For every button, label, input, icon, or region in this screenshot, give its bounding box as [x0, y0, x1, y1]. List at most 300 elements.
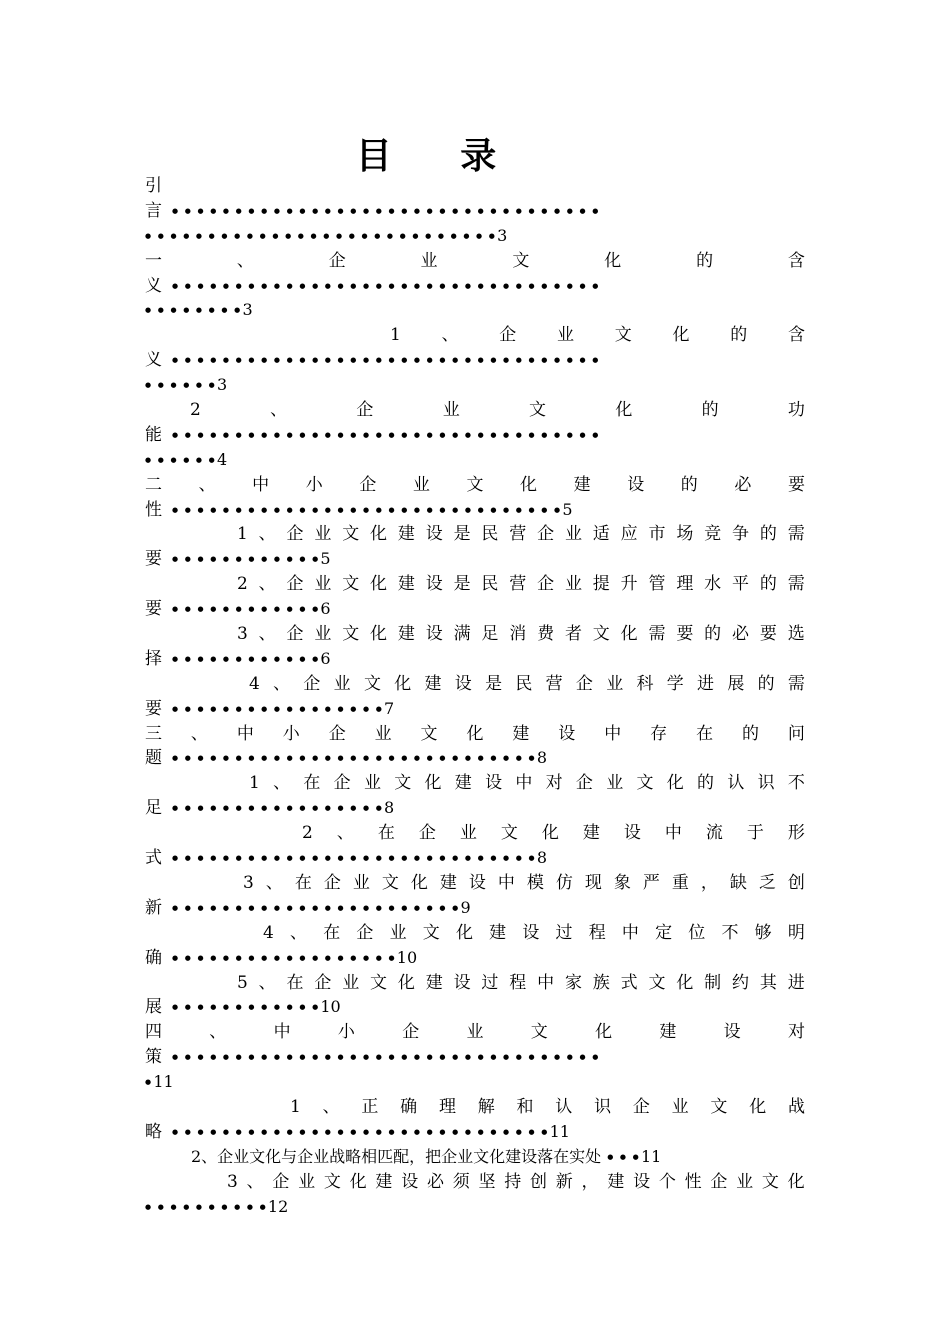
toc-heading-char: 中 — [664, 823, 682, 844]
toc-heading-char: 和 — [516, 1096, 534, 1117]
toc-page-number: 5 — [320, 549, 331, 569]
toc-heading-char: 5 — [237, 972, 248, 993]
toc-entry[interactable] — [145, 771, 805, 821]
toc-heading-char: 理 — [676, 574, 694, 595]
toc-heading-char: 小 — [305, 474, 323, 495]
toc-heading-char: 约 — [732, 972, 750, 993]
toc-heading-char: 小 — [337, 1022, 355, 1043]
toc-heading-char: 、 — [258, 972, 276, 993]
toc-heading-char: 文 — [323, 1171, 341, 1192]
toc-heading-char: 新 — [555, 1171, 573, 1192]
toc-heading-char: 够 — [754, 922, 772, 943]
toc-heading-char: 化 — [666, 773, 684, 794]
toc-heading-char: 1 — [237, 524, 248, 545]
toc-heading-char: 的 — [701, 400, 719, 421]
toc-leader-dots: ● ● ● ● ● ● ● ● — [145, 306, 243, 315]
toc-heading-char: 需 — [787, 574, 805, 595]
table-of-contents — [145, 174, 805, 1219]
toc-heading-char: 文 — [500, 823, 518, 844]
toc-page-number: 10 — [320, 997, 341, 1017]
toc-heading-char: 是 — [453, 524, 471, 545]
toc-heading-char: 建 — [582, 823, 600, 844]
toc-heading-char: 含 — [787, 250, 805, 271]
toc-heading-char: 性 — [684, 1171, 702, 1192]
toc-heading-char: 业 — [736, 1171, 754, 1192]
toc-entry[interactable] — [145, 1170, 805, 1220]
toc-heading-char: 业 — [442, 400, 460, 421]
toc-heading-char: 选 — [787, 624, 805, 645]
toc-page-number: 10 — [396, 947, 418, 967]
toc-page-number: 4 — [216, 449, 228, 469]
toc-heading-char: 在 — [286, 972, 304, 993]
toc-leader-dots: ● ● ● ● ● ● ● ● ● ● ● ● ● ● ● ● ● ● ● ● ● ● ● ● ● ● ● ● ● ● ● ● ● ● — [172, 1053, 601, 1062]
toc-heading-char: 设 — [425, 524, 443, 545]
toc-leader-dots: ● ● ● ● ● ● ● ● ● ● ● ● — [172, 605, 321, 614]
toc-heading-text: 2、企业文化与企业战略相匹配，把企业文化建设落在实处 — [191, 1146, 602, 1166]
toc-heading-char: 文 — [761, 1171, 779, 1192]
toc-heading-char: 化 — [394, 673, 412, 694]
toc-heading-char: 仿 — [555, 872, 573, 893]
toc-heading-char: 程 — [509, 972, 527, 993]
toc-heading-char: 一 — [145, 250, 162, 271]
toc-heading-char: ， — [581, 1171, 599, 1192]
toc-line — [145, 871, 805, 896]
toc-heading-char: 建 — [375, 1171, 393, 1192]
toc-heading-char: 识 — [594, 1096, 612, 1117]
toc-heading-char: 企 — [286, 624, 304, 645]
toc-leader-dots: ● ● ● ● ● ● ● ● ● ● ● ● ● ● ● ● ● ● ● ● ● ● ● ● ● ● ● ● ● ● ● ● ● ● — [172, 281, 601, 290]
toc-entry[interactable] — [145, 921, 805, 971]
toc-leader-dots: ● ● ● ● ● ● ● ● ● ● ● ● ● ● ● ● ● ● ● ● ● ● ● ● ● ● ● ● ● ● ● ● ● ● — [172, 356, 601, 365]
toc-heading-char: 创 — [530, 1171, 548, 1192]
toc-heading-char: 功 — [787, 400, 805, 421]
toc-line — [145, 722, 805, 747]
toc-page-number: 11 — [640, 1146, 662, 1166]
toc-heading-char: 中 — [497, 872, 515, 893]
toc-line — [145, 423, 805, 448]
toc-heading-char: 持 — [504, 1171, 522, 1192]
toc-heading-char: 、 — [246, 1171, 264, 1192]
toc-line — [145, 622, 805, 647]
toc-leader-dots: ● ● ● ● ● ● ● ● ● ● ● ● ● ● ● ● ● — [172, 704, 385, 713]
toc-heading-char: 建 — [659, 1022, 677, 1043]
toc-heading-char: 不 — [721, 922, 739, 943]
toc-heading-char: 中 — [621, 922, 639, 943]
toc-heading-char: 的 — [730, 325, 748, 346]
toc-heading-char: 业 — [298, 1171, 316, 1192]
toc-entry[interactable] — [145, 971, 805, 1021]
toc-heading-char: 中 — [236, 723, 254, 744]
toc-heading-char: 文 — [710, 1096, 728, 1117]
toc-heading-char: 创 — [787, 872, 805, 893]
toc-line — [145, 298, 805, 323]
toc-heading-char: 企 — [575, 773, 593, 794]
toc-line — [145, 1095, 805, 1120]
toc-heading-char: 营 — [509, 524, 527, 545]
toc-heading-char: 设 — [627, 474, 645, 495]
toc-line — [145, 249, 805, 274]
toc-heading-char: 文 — [381, 872, 399, 893]
toc-heading-char: 文 — [466, 474, 484, 495]
toc-entry[interactable] — [145, 323, 805, 398]
toc-heading-char: 确 — [400, 1096, 418, 1117]
toc-heading-char: 三 — [145, 723, 162, 744]
toc-heading-char: 性 — [145, 499, 162, 520]
toc-heading-char: 民 — [481, 574, 499, 595]
toc-heading-char: 企 — [303, 673, 321, 694]
toc-heading-char: 化 — [787, 1171, 805, 1192]
toc-heading-char: 过 — [555, 922, 573, 943]
toc-entry[interactable] — [145, 522, 805, 572]
toc-heading-char: 、 — [270, 400, 288, 421]
toc-entry[interactable] — [145, 672, 805, 722]
toc-line — [145, 373, 805, 398]
toc-heading-char: 文 — [370, 972, 388, 993]
toc-line — [145, 199, 805, 224]
toc-heading-char: 含 — [787, 325, 805, 346]
toc-heading-char: 现 — [584, 872, 602, 893]
toc-heading-char: 展 — [145, 997, 162, 1018]
toc-heading-char: 在 — [303, 773, 321, 794]
toc-heading-char: 建 — [425, 972, 443, 993]
toc-heading-char: ， — [700, 872, 718, 893]
toc-heading-char: 设 — [522, 922, 540, 943]
page-title: 目 录 — [355, 136, 525, 177]
toc-heading-char: 企 — [499, 325, 517, 346]
toc-heading-char: 、 — [290, 922, 308, 943]
toc-entry[interactable] — [145, 398, 805, 473]
toc-line — [145, 995, 805, 1020]
toc-line — [145, 174, 805, 199]
toc-heading-char: 业 — [389, 922, 407, 943]
toc-line — [145, 1145, 805, 1170]
toc-heading-char: 文 — [529, 400, 547, 421]
toc-heading-char: 业 — [564, 524, 582, 545]
toc-leader-dots: ● ● ● ● ● ● ● ● ● ● ● ● ● ● ● ● ● ● ● ● ● ● ● ● ● ● ● ● ● ● ● ● ● ● — [172, 430, 601, 439]
toc-heading-char: 新 — [145, 897, 162, 918]
toc-line — [145, 1020, 805, 1045]
toc-heading-char: 建 — [607, 1171, 625, 1192]
toc-heading-char: 解 — [477, 1096, 495, 1117]
toc-heading-char: 需 — [648, 624, 666, 645]
toc-heading-char: 需 — [787, 524, 805, 545]
toc-heading-char: 、 — [258, 624, 276, 645]
toc-heading-char: 设 — [425, 624, 443, 645]
toc-heading-char: 业 — [363, 773, 381, 794]
toc-heading-char: 形 — [787, 823, 805, 844]
toc-heading-char: 在 — [323, 922, 341, 943]
toc-heading-char: 个 — [658, 1171, 676, 1192]
toc-heading-char: 乏 — [758, 872, 776, 893]
toc-entry[interactable] — [145, 622, 805, 672]
toc-heading-char: 策 — [145, 1047, 162, 1068]
toc-heading-char: 中 — [273, 1022, 291, 1043]
toc-line — [145, 771, 805, 796]
toc-heading-char: 战 — [787, 1096, 805, 1117]
toc-heading-char: 化 — [455, 922, 473, 943]
toc-heading-char: 设 — [485, 773, 503, 794]
toc-heading-char: 化 — [615, 400, 633, 421]
toc-heading-char: 化 — [595, 1022, 613, 1043]
toc-heading-char: 化 — [749, 1096, 767, 1117]
toc-heading-char: 对 — [545, 773, 563, 794]
toc-heading-char: 设 — [425, 574, 443, 595]
toc-heading-char: 略 — [145, 1121, 162, 1142]
toc-heading-char: 化 — [672, 325, 690, 346]
toc-heading-char: 足 — [145, 798, 162, 819]
toc-heading-char: 的 — [757, 673, 775, 694]
toc-heading-char: 、 — [258, 574, 276, 595]
toc-heading-char: 争 — [732, 524, 750, 545]
toc-heading-char: 企 — [356, 922, 374, 943]
toc-heading-char: 企 — [418, 823, 436, 844]
toc-heading-char: 、 — [336, 823, 354, 844]
toc-line — [145, 1170, 805, 1195]
toc-heading-char: 企 — [286, 524, 304, 545]
toc-leader-dots: ● ● ● ● ● ● — [145, 455, 217, 464]
toc-heading-char: 企 — [272, 1171, 290, 1192]
toc-heading-char: 要 — [787, 474, 805, 495]
toc-heading-char: 必 — [426, 1171, 444, 1192]
toc-page-number: 11 — [549, 1121, 570, 1141]
toc-heading-char: 3 — [227, 1171, 238, 1192]
toc-heading-char: 必 — [734, 474, 752, 495]
toc-heading-char: 必 — [732, 624, 750, 645]
toc-heading-char: 企 — [359, 474, 377, 495]
toc-heading-char: 市 — [648, 524, 666, 545]
toc-heading-char: 4 — [249, 673, 260, 694]
toc-entry[interactable] — [145, 1020, 805, 1095]
toc-heading-char: 、 — [322, 1096, 340, 1117]
toc-heading-char: 是 — [453, 574, 471, 595]
toc-heading-char: 业 — [606, 773, 624, 794]
toc-heading-char: 认 — [555, 1096, 573, 1117]
toc-heading-char: 家 — [564, 972, 582, 993]
toc-entry[interactable] — [145, 871, 805, 921]
toc-heading-char: 4 — [263, 922, 274, 943]
toc-line — [145, 473, 805, 498]
toc-line — [145, 672, 805, 697]
toc-heading-char: 建 — [573, 474, 591, 495]
toc-heading-char: 化 — [620, 624, 638, 645]
toc-heading-char: 业 — [342, 972, 360, 993]
toc-heading-char: 是 — [485, 673, 503, 694]
toc-heading-char: 设 — [558, 723, 576, 744]
toc-entry[interactable] — [145, 473, 805, 523]
toc-heading-char: 设 — [633, 1171, 651, 1192]
toc-heading-char: 业 — [314, 624, 332, 645]
toc-heading-char: 1 — [290, 1096, 301, 1117]
toc-heading-char: 、 — [273, 673, 291, 694]
toc-page-number: 9 — [460, 897, 471, 917]
toc-heading-char: 业 — [374, 723, 392, 744]
toc-heading-char: 企 — [328, 250, 346, 271]
toc-heading-char: 、 — [236, 250, 254, 271]
toc-heading-char: 中 — [604, 723, 622, 744]
toc-entry[interactable] — [145, 722, 805, 772]
toc-heading-char: 化 — [397, 972, 415, 993]
toc-heading-char: 2 — [237, 574, 248, 595]
toc-page-number: 5 — [562, 499, 573, 519]
toc-heading-char: 进 — [787, 972, 805, 993]
toc-heading-char: 重 — [671, 872, 689, 893]
toc-line — [145, 846, 805, 871]
toc-line — [145, 348, 805, 373]
toc-line — [145, 572, 805, 597]
toc-heading-char: 的 — [696, 250, 714, 271]
toc-heading-char: 文 — [420, 723, 438, 744]
toc-line — [145, 224, 805, 249]
toc-heading-char: 文 — [648, 972, 666, 993]
toc-line — [145, 323, 805, 348]
toc-heading-char: 业 — [606, 673, 624, 694]
toc-heading-char: 理 — [438, 1096, 456, 1117]
toc-entry[interactable] — [145, 249, 805, 324]
toc-entry[interactable] — [145, 572, 805, 622]
toc-heading-char: 要 — [145, 698, 162, 719]
toc-heading-char: 建 — [512, 723, 530, 744]
toc-heading-char: 企 — [356, 400, 374, 421]
toc-heading-char: 不 — [787, 773, 805, 794]
toc-heading-char: 建 — [439, 872, 457, 893]
toc-heading-char: 文 — [342, 524, 360, 545]
toc-heading-char: 民 — [515, 673, 533, 694]
toc-heading-char: 、 — [258, 524, 276, 545]
toc-line — [145, 274, 805, 299]
toc-heading-char: 的 — [759, 524, 777, 545]
toc-heading-char: 能 — [145, 424, 162, 445]
toc-line — [145, 746, 805, 771]
toc-line — [145, 1070, 805, 1095]
toc-heading-char: 明 — [787, 922, 805, 943]
toc-heading-char: 题 — [145, 748, 162, 769]
toc-heading-char: 族 — [592, 972, 610, 993]
toc-heading-char: 式 — [145, 848, 162, 869]
toc-heading-char: 的 — [759, 574, 777, 595]
toc-page-number: 3 — [497, 225, 508, 245]
toc-heading-char: 企 — [537, 574, 555, 595]
toc-heading-char: 中 — [252, 474, 270, 495]
toc-heading-char: 定 — [655, 922, 673, 943]
toc-heading-char: 提 — [592, 574, 610, 595]
toc-leader-dots: ● — [145, 1078, 154, 1087]
toc-heading-char: 确 — [145, 947, 162, 968]
toc-heading-char: 建 — [489, 922, 507, 943]
toc-heading-char: 式 — [620, 972, 638, 993]
toc-heading-char: 企 — [575, 673, 593, 694]
toc-heading-char: 2 — [302, 823, 313, 844]
toc-heading-char: 足 — [481, 624, 499, 645]
toc-entry[interactable] — [145, 1145, 805, 1170]
toc-heading-char: 建 — [397, 524, 415, 545]
toc-heading-char: 须 — [452, 1171, 470, 1192]
toc-line — [145, 1195, 805, 1220]
toc-heading-char: 消 — [509, 624, 527, 645]
toc-heading-char: 营 — [509, 574, 527, 595]
toc-heading-char: 要 — [145, 599, 162, 620]
toc-line — [145, 1120, 805, 1145]
toc-heading-char: 化 — [370, 574, 388, 595]
toc-heading-char: 设 — [468, 872, 486, 893]
toc-heading-char: 严 — [642, 872, 660, 893]
toc-heading-char: 引 — [145, 176, 162, 196]
toc-heading-char: 文 — [636, 773, 654, 794]
toc-heading-char: 企 — [286, 574, 304, 595]
toc-heading-char: 企 — [402, 1022, 420, 1043]
toc-heading-char: 化 — [466, 723, 484, 744]
toc-heading-char: 适 — [592, 524, 610, 545]
toc-page-number: 6 — [320, 648, 331, 668]
toc-line — [145, 971, 805, 996]
toc-heading-char: 1 — [390, 325, 401, 346]
toc-leader-dots: ● ● ● ● ● ● ● ● ● ● ● ● — [172, 555, 321, 564]
toc-line — [145, 1045, 805, 1070]
toc-heading-char: 升 — [620, 574, 638, 595]
toc-line — [145, 946, 805, 971]
toc-heading-char: 义 — [145, 275, 162, 296]
toc-heading-char: 企 — [323, 872, 341, 893]
toc-entry[interactable] — [145, 1095, 805, 1145]
toc-heading-char: 制 — [704, 972, 722, 993]
toc-heading-char: 中 — [515, 773, 533, 794]
toc-leader-dots: ● ● ● ● ● ● ● ● ● ● ● ● ● ● ● ● ● ● ● ● ● ● ● ● ● ● ● ● ● ● ● ● ● ● — [172, 206, 601, 215]
toc-heading-char: 业 — [557, 325, 575, 346]
toc-heading-char: 化 — [520, 474, 538, 495]
toc-heading-char: 场 — [676, 524, 694, 545]
toc-heading-char: 业 — [671, 1096, 689, 1117]
toc-heading-char: 文 — [530, 1022, 548, 1043]
toc-entry[interactable] — [145, 174, 805, 249]
toc-heading-char: 小 — [282, 723, 300, 744]
toc-heading-char: 要 — [676, 624, 694, 645]
toc-heading-char: 于 — [746, 823, 764, 844]
toc-heading-char: 业 — [314, 524, 332, 545]
toc-heading-char: 业 — [420, 250, 438, 271]
toc-heading-char: 3 — [237, 624, 248, 645]
toc-heading-char: 文 — [394, 773, 412, 794]
toc-heading-char: 文 — [512, 250, 530, 271]
toc-heading-char: 者 — [564, 624, 582, 645]
toc-heading-char: 要 — [145, 549, 162, 570]
toc-page-number: 7 — [384, 698, 395, 718]
toc-heading-char: 化 — [349, 1171, 367, 1192]
toc-heading-char: 民 — [481, 524, 499, 545]
toc-entry[interactable] — [145, 821, 805, 871]
toc-heading-char: 文 — [342, 574, 360, 595]
toc-heading-char: 对 — [787, 1022, 805, 1043]
toc-line — [145, 821, 805, 846]
toc-leader-dots: ● ● ● ● ● ● ● ● ● ● ● ● ● ● ● ● ● — [172, 804, 385, 813]
toc-line — [145, 896, 805, 921]
toc-heading-char: 文 — [614, 325, 632, 346]
toc-heading-char: 的 — [704, 624, 722, 645]
toc-heading-char: 、 — [441, 325, 459, 346]
toc-leader-dots: ● ● ● ● ● ● ● ● ● ● ● ● — [172, 654, 321, 663]
toc-heading-char: 业 — [459, 823, 477, 844]
toc-page-number: 6 — [320, 599, 331, 619]
toc-heading-char: 文 — [342, 624, 360, 645]
toc-line — [145, 498, 805, 523]
toc-leader-dots: ● ● ● — [607, 1152, 641, 1161]
toc-heading-char: 、 — [209, 1022, 227, 1043]
toc-heading-char: 营 — [545, 673, 563, 694]
toc-heading-char: 业 — [333, 673, 351, 694]
toc-heading-char: 业 — [466, 1022, 484, 1043]
toc-heading-char: 化 — [424, 773, 442, 794]
toc-page-number: 3 — [216, 375, 228, 395]
toc-heading-char: 设 — [401, 1171, 419, 1192]
toc-leader-dots: ● ● ● ● ● ● — [145, 381, 217, 390]
